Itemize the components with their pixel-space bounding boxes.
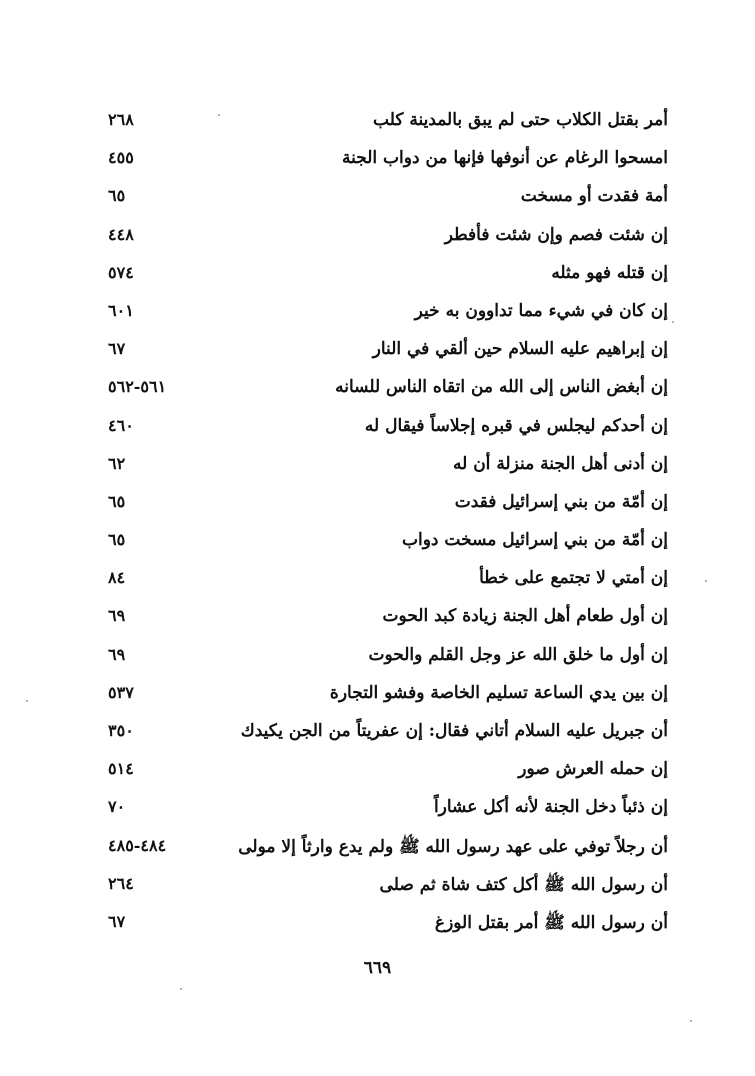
index-entry	[100, 523, 668, 561]
page-reference: ٢٦٤	[108, 873, 134, 893]
scan-speck	[180, 988, 182, 990]
index-entry	[100, 141, 668, 179]
index-entry	[100, 370, 668, 408]
page-reference: ٦٧	[108, 911, 126, 931]
index-entry	[100, 447, 668, 485]
hadith-index-list	[100, 103, 668, 943]
page-reference: ٦٩	[108, 644, 126, 664]
hadith-text: إن أدنى أهل الجنة منزلة أن له	[452, 453, 668, 474]
hadith-text: إن أمتي لا تجتمع على خطأ	[479, 568, 668, 589]
page-reference: ٦٥	[108, 530, 126, 550]
index-entry	[100, 485, 668, 523]
hadith-text: أمر بقتل الكلاب حتى لم يبق بالمدينة كلب	[373, 110, 668, 130]
hadith-text: أن رسول الله ﷺ أمر بقتل الوزغ	[434, 912, 668, 933]
page-reference: ٥١٤	[108, 759, 134, 779]
page-reference: ٥٦١-٥٦٢	[108, 377, 167, 397]
index-entry	[100, 256, 668, 294]
index-entry	[100, 179, 668, 217]
scan-speck	[26, 700, 28, 702]
hadith-text: إن أحدكم ليجلس في قبره إجلاساً فيقال له	[364, 415, 668, 436]
page-reference: ٦٢	[108, 453, 126, 473]
scan-speck	[218, 114, 220, 116]
hadith-text: إن حمله العرش صور	[518, 759, 668, 780]
page-reference: ٤٨٤-٤٨٥	[108, 835, 167, 855]
hadith-text: أن رجلاً توفي على عهد رسول الله ﷺ ولم يدع وارثاً إلا مولى	[238, 836, 668, 857]
scan-speck	[690, 1020, 692, 1022]
page-reference: ٦٧	[108, 339, 126, 359]
index-entry	[100, 218, 668, 256]
scan-speck	[705, 580, 707, 582]
hadith-text: إن أول طعام أهل الجنة زيادة كبد الحوت	[382, 606, 668, 627]
index-entry	[100, 561, 668, 599]
hadith-text: إن أبغض الناس إلى الله من اتقاه الناس للسانه	[335, 377, 668, 398]
index-entry	[100, 905, 668, 943]
page-reference: ٦٥	[108, 186, 126, 206]
page-reference: ٦٥	[108, 491, 126, 511]
page-reference: ٦٩	[108, 606, 126, 626]
hadith-text: امسحوا الرغام عن أنوفها فإنها من دواب الجنة	[342, 148, 668, 169]
index-entry	[100, 790, 668, 828]
index-entry	[100, 599, 668, 637]
index-entry	[100, 676, 668, 714]
index-entry	[100, 294, 668, 332]
page-reference: ٧٠	[108, 797, 126, 817]
hadith-text: إن بين يدي الساعة تسليم الخاصة وفشو التجارة	[329, 682, 668, 703]
page-reference: ٤٦٠	[108, 415, 134, 435]
page-reference: ٨٤	[108, 568, 126, 588]
page-reference: ٣٥٠	[108, 721, 134, 740]
hadith-text: إن أول ما خلق الله عز وجل القلم والحوت	[368, 644, 668, 665]
hadith-text: إن قتله فهو مثله	[551, 262, 668, 283]
hadith-text: إن أمّة من بني إسرائيل فقدت	[454, 491, 668, 512]
scan-speck	[672, 321, 674, 323]
index-entry	[100, 714, 668, 752]
index-entry	[100, 332, 668, 370]
index-entry	[100, 103, 668, 141]
hadith-text: إن أمّة من بني إسرائيل مسخت دواب	[402, 530, 668, 551]
hadith-text: إن ذئباً دخل الجنة لأنه أكل عشاراً	[433, 797, 668, 818]
page-reference: ٦٠١	[108, 300, 134, 320]
page-reference: ٥٣٧	[108, 682, 134, 702]
index-entry	[100, 829, 668, 867]
page-reference: ٢٦٨	[108, 110, 134, 129]
page-reference: ٤٤٨	[108, 224, 134, 244]
index-entry	[100, 638, 668, 676]
index-entry	[100, 752, 668, 790]
hadith-text: إن كان في شيء مما تداوون به خير	[414, 300, 668, 321]
page-number: ٦٦٩	[363, 958, 392, 978]
hadith-text: أن جبريل عليه السلام أتاني فقال: إن عفريتاً من الجن يكيدك	[240, 721, 668, 741]
hadith-text: إن شئت فصم وإن شئت فأفطر	[444, 224, 668, 245]
hadith-text: إن إبراهيم عليه السلام حين ألقي في النار	[372, 339, 668, 360]
hadith-text: أمة فقدت أو مسخت	[520, 186, 668, 207]
index-entry	[100, 409, 668, 447]
index-entry	[100, 867, 668, 905]
page-reference: ٤٥٥	[108, 148, 134, 168]
page-reference: ٥٧٤	[108, 262, 134, 282]
hadith-text: أن رسول الله ﷺ أكل كتف شاة ثم صلى	[379, 874, 668, 895]
